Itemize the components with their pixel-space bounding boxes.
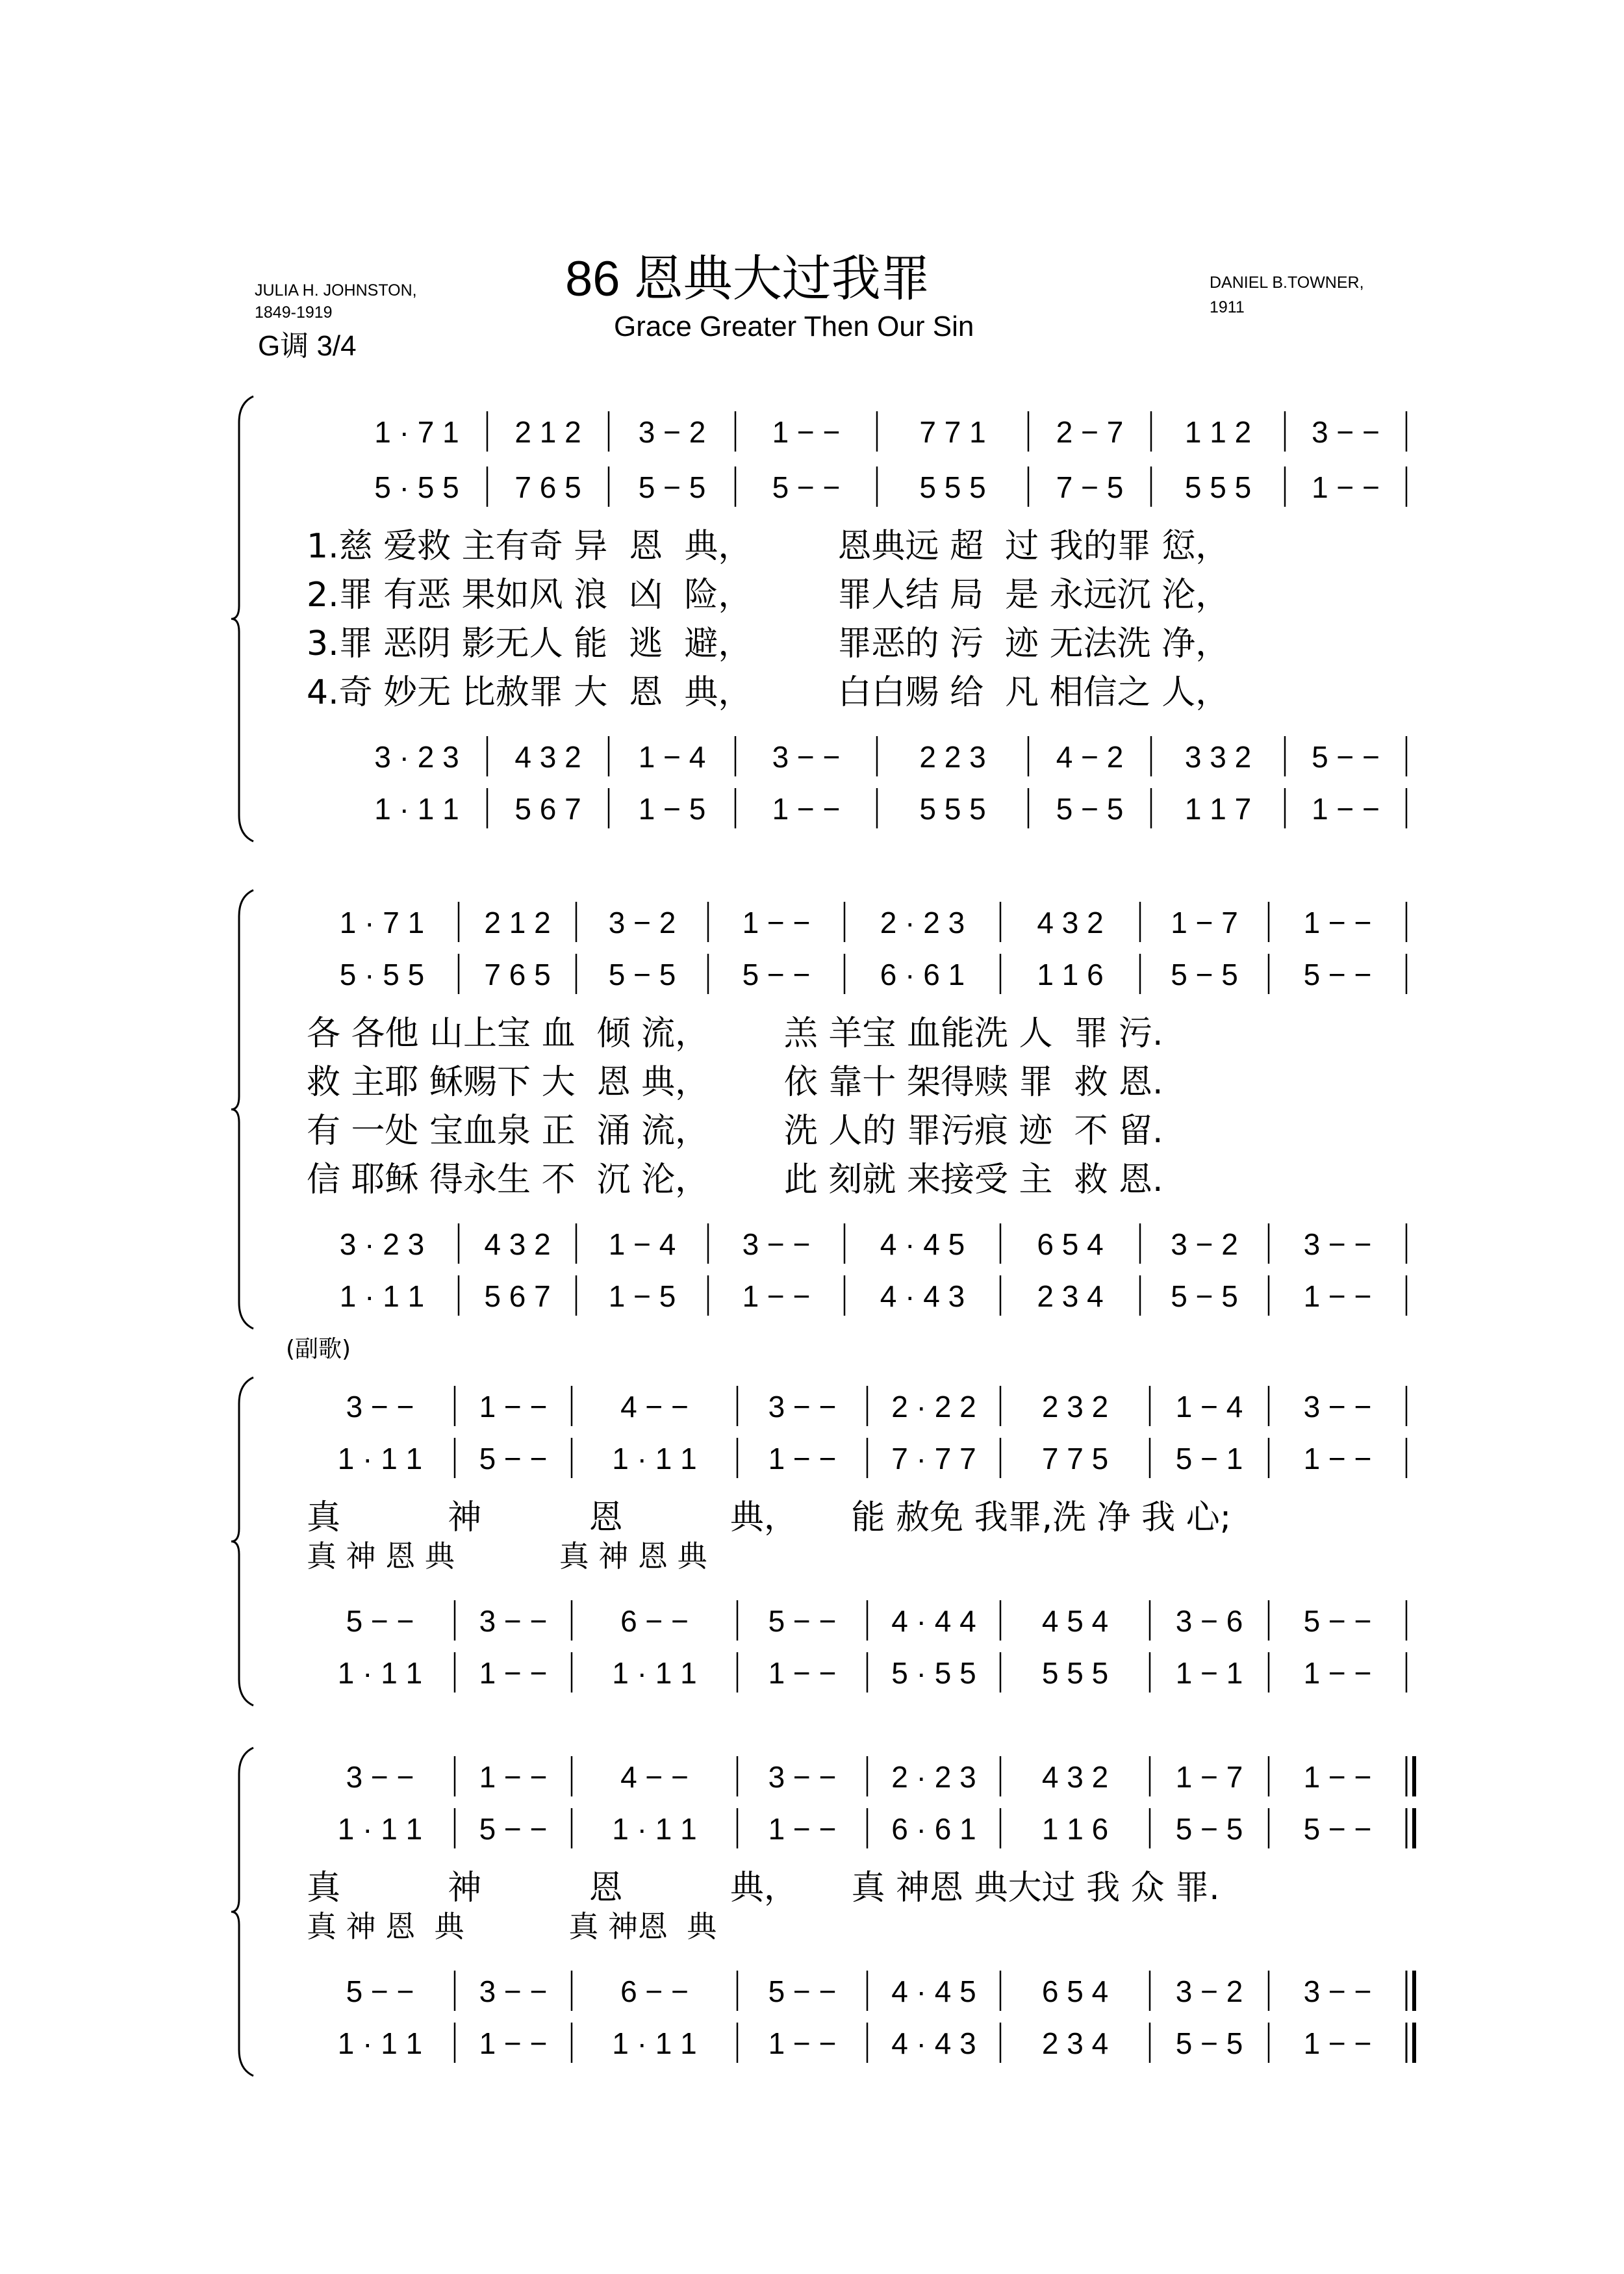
measure-notes: 5 · 5 5 (339, 958, 425, 991)
lyric-line: 2.罪 有恶 果如风 浪 凶 险， 罪人结 局 是 永远沉 沦， (307, 576, 1230, 615)
measure-notes: 3 − − (1303, 1227, 1372, 1261)
measure-notes: 4 5 4 (1041, 1604, 1109, 1638)
voice-line-3 (346, 1971, 1414, 2011)
measure-notes: 3 − − (742, 1227, 811, 1261)
measure-notes: 1 · 1 1 (374, 792, 459, 826)
measure-notes: 1 − − (1303, 1279, 1372, 1313)
measure-notes: 3 − − (479, 1974, 548, 2008)
measure-notes: 5 5 5 (919, 792, 986, 826)
measure-notes: 4 − − (620, 1390, 689, 1424)
measure-notes: 5 − − (1303, 1812, 1372, 1846)
measure-notes: 5 − − (1312, 740, 1380, 774)
voice-line-4 (338, 1652, 1406, 1693)
measure-notes: 1 − − (479, 2026, 548, 2060)
measure-notes: 5 · 5 5 (374, 470, 459, 504)
voice-line-3 (340, 1223, 1406, 1264)
measure-notes: 1 − − (768, 2026, 837, 2060)
measure-notes: 2 1 2 (484, 906, 551, 939)
measure-notes: 3 − − (768, 1760, 837, 1794)
measure-notes: 1 − − (479, 1656, 548, 1690)
measure-notes: 6 · 6 1 (880, 958, 965, 991)
lyricist-name: JULIA H. JOHNSTON, (255, 281, 417, 300)
system-brace (231, 890, 253, 1329)
measure-notes: 6 − − (620, 1604, 689, 1638)
measure-notes: 1 − 7 (1171, 906, 1238, 939)
chorus-label: (副歌) (286, 1336, 351, 1362)
sub-lyric-line: 真 神 恩 典 真 神恩 典 (307, 1909, 717, 1944)
lyricist-years: 1849-1919 (255, 303, 333, 322)
measure-notes: 1 · 1 1 (612, 1656, 697, 1690)
measure-notes: 6 5 4 (1037, 1227, 1104, 1261)
voice-line-2 (338, 1808, 1414, 1848)
lyric-line: 各 各他 山上宝 血 倾 流， 羔 羊宝 血能洗 人 罪 污. (307, 1014, 1163, 1053)
measure-notes: 1 · 1 1 (612, 2026, 697, 2060)
measure-notes: 7 7 5 (1041, 1442, 1109, 1476)
measure-notes: 3 − 2 (608, 906, 676, 939)
measure-notes: 4 3 2 (514, 740, 581, 774)
measure-notes: 2 3 4 (1037, 1279, 1104, 1313)
voice-line-1 (346, 1756, 1414, 1796)
measure-notes: 1 − 1 (1175, 1656, 1243, 1690)
score-system-4 (231, 1748, 1414, 2076)
measure-notes: 5 − − (1303, 1604, 1372, 1638)
measure-notes: 3 − 2 (1175, 1974, 1243, 2008)
measure-notes: 3 − − (346, 1390, 414, 1424)
measure-notes: 5 − − (768, 1974, 837, 2008)
lyric-line: 真 神 恩 典， 能 赦免 我罪,洗 净 我 心; (307, 1498, 1232, 1537)
measure-notes: 7 6 5 (484, 958, 551, 991)
measure-notes: 3 − 6 (1175, 1604, 1243, 1638)
measure-notes: 5 − 5 (1056, 792, 1124, 826)
voice-line-4 (374, 788, 1406, 828)
voice-line-3 (374, 736, 1406, 776)
measure-notes: 5 5 5 (1041, 1656, 1109, 1690)
voice-line-4 (340, 1275, 1406, 1316)
measure-notes: 5 − 5 (1171, 1279, 1238, 1313)
measure-notes: 3 − 2 (638, 415, 706, 449)
measure-notes: 3 − − (479, 1604, 548, 1638)
voice-line-3 (346, 1600, 1406, 1641)
measure-notes: 3 − − (772, 740, 841, 774)
measure-notes: 1 − 4 (1175, 1390, 1243, 1424)
measure-notes: 1 − − (772, 792, 841, 826)
measure-notes: 5 − 1 (1175, 1442, 1243, 1476)
measure-notes: 2 · 2 3 (880, 906, 965, 939)
measure-notes: 2 − 7 (1056, 415, 1124, 449)
measure-notes: 3 − − (1303, 1390, 1372, 1424)
measure-notes: 1 − 5 (608, 1279, 676, 1313)
measure-notes: 3 − − (346, 1760, 414, 1794)
measure-notes: 1 − − (768, 1812, 837, 1846)
system-brace (231, 1377, 253, 1706)
measure-notes: 3 − − (1303, 1974, 1372, 2008)
measure-notes: 1 − − (742, 1279, 811, 1313)
score-system-2 (231, 890, 1406, 1329)
measure-notes: 1 1 7 (1184, 792, 1252, 826)
measure-notes: 1 · 1 1 (337, 2026, 423, 2060)
measure-notes: 1 − 7 (1175, 1760, 1243, 1794)
measure-notes: 5 − − (479, 1812, 548, 1846)
measure-notes: 1 − − (772, 415, 841, 449)
measure-notes: 3 · 2 3 (339, 1227, 425, 1261)
measure-notes: 3 3 2 (1184, 740, 1252, 774)
measure-notes: 1 1 6 (1037, 958, 1104, 991)
measure-notes: 1 − 5 (638, 792, 706, 826)
measure-notes: 4 3 2 (484, 1227, 551, 1261)
measure-notes: 3 − − (768, 1390, 837, 1424)
measure-notes: 5 − − (742, 958, 811, 991)
lyric-line: 1.慈 爱救 主有奇 异 恩 典， 恩典远 超 过 我的罪 愆， (307, 527, 1230, 566)
lyric-line: 有 一处 宝血泉 正 涌 流， 洗 人的 罪污痕 迹 不 留. (307, 1112, 1163, 1151)
measure-notes: 4 · 4 4 (891, 1604, 976, 1638)
measure-notes: 5 − 5 (1171, 958, 1238, 991)
measure-notes: 7 · 7 7 (891, 1442, 976, 1476)
measure-notes: 1 1 6 (1041, 1812, 1109, 1846)
measure-notes: 5 · 5 5 (891, 1656, 976, 1690)
measure-notes: 1 − − (1303, 1656, 1372, 1690)
measure-notes: 1 · 1 1 (337, 1812, 423, 1846)
measure-notes: 2 · 2 2 (891, 1390, 976, 1424)
lyric-line: 真 神 恩 典， 真 神恩 典大过 我 众 罪. (307, 1869, 1220, 1908)
system-brace (231, 396, 253, 841)
lyric-line: 4.奇 妙无 比赦罪 大 恩 典， 白白赐 给 凡 相信之 人， (307, 673, 1230, 712)
measure-notes: 5 − − (346, 1604, 414, 1638)
measure-notes: 1 − − (1303, 2026, 1372, 2060)
measure-notes: 2 · 2 3 (891, 1760, 976, 1794)
system-brace (231, 1748, 253, 2076)
measure-notes: 4 · 4 5 (891, 1974, 976, 2008)
measure-notes: 1 · 1 1 (612, 1442, 697, 1476)
voice-line-1 (346, 1386, 1406, 1426)
hymn-subtitle: Grace Greater Then Our Sin (614, 311, 974, 342)
voice-line-1 (340, 902, 1406, 942)
measure-notes: 1 − 4 (608, 1227, 676, 1261)
score-system-1 (231, 396, 1406, 841)
measure-notes: 3 − − (1312, 415, 1380, 449)
measure-notes: 1 − − (1303, 906, 1372, 939)
measure-notes: 4 − 2 (1056, 740, 1124, 774)
voice-line-2 (340, 954, 1406, 994)
measure-notes: 1 − − (1312, 470, 1380, 504)
measure-notes: 5 5 5 (919, 470, 986, 504)
measure-notes: 2 3 2 (1041, 1390, 1109, 1424)
measure-notes: 7 7 1 (919, 415, 986, 449)
voice-line-2 (338, 1438, 1406, 1478)
measure-notes: 6 5 4 (1041, 1974, 1109, 2008)
measure-notes: 1 − 4 (638, 740, 706, 774)
measure-notes: 1 · 1 1 (337, 1442, 423, 1476)
measure-notes: 1 − − (768, 1656, 837, 1690)
measure-notes: 4 3 2 (1037, 906, 1104, 939)
measure-notes: 1 · 7 1 (339, 906, 425, 939)
measure-notes: 5 − 5 (608, 958, 676, 991)
score-system-3 (231, 1377, 1406, 1706)
measure-notes: 1 − − (479, 1760, 548, 1794)
measure-notes: 5 6 7 (514, 792, 581, 826)
hymn-title: 86 恩典大过我罪 (565, 251, 930, 307)
measure-notes: 5 − − (768, 1604, 837, 1638)
measure-notes: 5 5 5 (1184, 470, 1252, 504)
measure-notes: 5 − 5 (1175, 2026, 1243, 2060)
measure-notes: 1 − − (479, 1390, 548, 1424)
measure-notes: 1 · 7 1 (374, 415, 459, 449)
measure-notes: 2 1 2 (514, 415, 581, 449)
measure-notes: 1 − − (1303, 1442, 1372, 1476)
sub-lyric-line: 真 神 恩 典 真 神 恩 典 (307, 1539, 707, 1574)
measure-notes: 1 · 1 1 (339, 1279, 425, 1313)
measure-notes: 2 3 4 (1041, 2026, 1109, 2060)
measure-notes: 3 · 2 3 (374, 740, 459, 774)
measure-notes: 5 6 7 (484, 1279, 551, 1313)
measure-notes: 5 − − (346, 1974, 414, 2008)
measure-notes: 4 · 4 3 (880, 1279, 965, 1313)
measure-notes: 2 2 3 (919, 740, 986, 774)
measure-notes: 4 3 2 (1041, 1760, 1109, 1794)
measure-notes: 3 − 2 (1171, 1227, 1238, 1261)
measure-notes: 5 − − (772, 470, 841, 504)
measure-notes: 1 − − (768, 1442, 837, 1476)
composer-years: 1911 (1210, 298, 1245, 316)
lyric-line: 信 耶稣 得永生 不 沉 沦， 此 刻就 来接受 主 救 恩. (307, 1160, 1163, 1199)
measure-notes: 1 · 1 1 (337, 1656, 423, 1690)
key-time-signature: G调 3/4 (258, 330, 357, 362)
measure-notes: 1 − − (1312, 792, 1380, 826)
measure-notes: 6 · 6 1 (891, 1812, 976, 1846)
measure-notes: 5 − − (1303, 958, 1372, 991)
measure-notes: 4 · 4 5 (880, 1227, 965, 1261)
measure-notes: 1 − − (742, 906, 811, 939)
composer-name: DANIEL B.TOWNER, (1210, 274, 1364, 292)
lyric-line: 救 主耶 稣赐下 大 恩 典， 依 靠十 架得赎 罪 救 恩. (307, 1063, 1163, 1102)
measure-notes: 4 − − (620, 1760, 689, 1794)
measure-notes: 1 · 1 1 (612, 1812, 697, 1846)
measure-notes: 6 − − (620, 1974, 689, 2008)
voice-line-1 (374, 411, 1406, 452)
measure-notes: 4 · 4 3 (891, 2026, 976, 2060)
measure-notes: 1 − − (1303, 1760, 1372, 1794)
measure-notes: 5 − − (479, 1442, 548, 1476)
voice-line-4 (338, 2023, 1414, 2063)
lyric-line: 3.罪 恶阴 影无人 能 逃 避， 罪恶的 污 迹 无法洗 净， (307, 624, 1230, 663)
measure-notes: 5 − 5 (638, 470, 706, 504)
measure-notes: 7 6 5 (514, 470, 581, 504)
voice-line-2 (374, 466, 1406, 507)
measure-notes: 1 1 2 (1184, 415, 1252, 449)
measure-notes: 7 − 5 (1056, 470, 1124, 504)
measure-notes: 5 − 5 (1175, 1812, 1243, 1846)
